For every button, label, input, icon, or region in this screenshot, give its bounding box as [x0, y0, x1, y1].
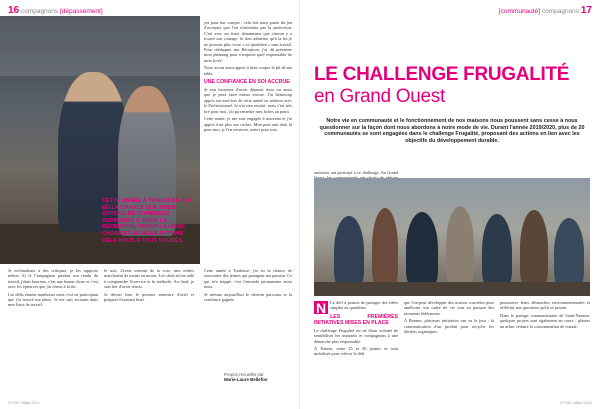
- author-credit: [224, 372, 292, 382]
- photo-wall: [0, 16, 200, 76]
- article-title: LE CHALLENGE FRUGALITÉ: [314, 64, 570, 85]
- right-column-2: [404, 300, 494, 396]
- right-page: [300, 0, 600, 409]
- drop-cap: N: [316, 300, 327, 316]
- credit-label: Propos recueillis par: [224, 372, 264, 377]
- right-c1-para-3: Le challenge Frugalité est né d'une volonté de sensibiliser les aspirants et compagnons à une démarche plus responsable.: [314, 327, 398, 344]
- group-person-4: [446, 206, 474, 286]
- right-c3-para-1: poursuivre leurs démarches environnementales et réfléchir aux questions qu'ils se posent.: [500, 300, 590, 311]
- right-c1-dropcap-para: [314, 300, 398, 316]
- pull-quote: CETTE ANNÉE À TOULOUSE J'AI EU LA CHANCE QUE NOUS SOYONS DE NOMBREUX ASPIRANTS À TENIR LA RÉCEPTION, VIVANT LA MÊME CHOSE ET AU MÊME RYTHME CELA NOUS A TOUS SOUDÉS.: [102, 198, 191, 244]
- left-c2-para-1: Je m'entraînais à des critiques, je les rapporte même. Si le Compagnon produit son rendu du travail, j'étais heureux, c'est une bonne chose et c'est avec les épreuves que j'ai réussi à la fin.: [8, 268, 98, 290]
- group-photo-floor: [314, 282, 590, 296]
- left-c1-para-3: Je suis heureuse d'avoir dépassé, mon cas aussi que je peux faire mieux encore. J'ai beaucoup appris sur moi-lors de cette année en relation avec le Professionnel. Je n'ai rien remisé, mais c'est très tiré pour moi, j'ai pu remettre mes fiches au point.: [204, 87, 292, 114]
- right-running-header: [499, 5, 592, 16]
- group-photo: [314, 178, 590, 296]
- left-c4-para-1: Cette année à Toulouse, j'ai eu la chance de rencontrer des jeunes qui partagent ma passion. Ce qui m'a frappé, c'est l'entraide permanente entre nous.: [204, 268, 292, 290]
- left-subsection-label: [dépassement]: [59, 8, 103, 15]
- left-page-number: 16: [8, 5, 20, 16]
- group-person-1: [334, 216, 364, 286]
- left-running-header: [8, 5, 103, 16]
- right-c1-para-2: Le défi a permis de partager des idées simples au quotidien.: [330, 300, 398, 311]
- left-c2-para-2: Les défis étaient nombreux mais c'est en participant que j'ai trouvé ma place. Je me suis reconnu dans mes lieux de travail.: [8, 291, 98, 308]
- left-column-3: [104, 268, 194, 396]
- right-subsection-label: [communauté]: [498, 8, 541, 15]
- left-c1-para-4: Cette année, je me suis engagée à nouveau et j'ai appris à ne plus me cacher. Mon petit ami était là pour moi, je l'en remercie, merci pour tout.: [204, 116, 292, 132]
- left-c1-para-1: jeu pour but compte ; cela fait aussi partie du jeu d'accepter que l'on n'atteindra pas la perfection. C'est avec un franc dynamisme que chacun y a trouvé son courage. Je dois admettre qu'à la fin je ne pouvais plus vivre « ce quotidien » sans travail. Pour rééduquer ma Réception, j'ai dû présenter mon planning pour n'importe quel responsable de mon lycée.: [204, 20, 292, 63]
- right-column-1: [314, 300, 398, 396]
- group-person-6: [520, 210, 548, 286]
- right-c1-heading: LES PREMIÈRES INITIATIVES MISES EN PLACE: [314, 313, 398, 326]
- right-c2-para-1: que l'on peut développer des actions concrètes pour améliorer son cadre de vie tout en passant des moments fédérateurs.: [404, 300, 494, 316]
- right-c2-para-2: À Rennes, plusieurs initiatives ont vu le jour : la communication d'un produit pour recycler les déchets organiques.: [404, 318, 494, 335]
- left-section-label: compagnons: [20, 8, 59, 15]
- right-c3-para-2: Dans le partage communautaire de Saint-Nazaire, quelques projets sont également en cours : planter un arbre, réduire la consommation de viande.: [500, 312, 590, 329]
- right-footer: N°206 / Mars 2021: [560, 401, 592, 405]
- article-lead: Notre vie en communauté et le fonctionnement de nos maisons nous poussent sans cesse à nous questionner sur la façon dont nous abordons à notre mode de vie. Durant l'année 2019/2020, plus de 20 communautés se sont engagées dans le challenge Frugalité, proposant des actions en lien avec les objectifs du développement durable.: [319, 118, 585, 144]
- left-c3-para-1: le suis. J'avais souvent de la voix, mes ordres marchaient de moins en moins. Les chefs m'ont aidé à comprendre l'exercice et la méthode. Au final, je suis fier d'avoir réussi.: [104, 268, 194, 290]
- group-person-5: [482, 214, 512, 286]
- right-page-number: 17: [580, 5, 592, 16]
- right-section-label: compagnons: [541, 8, 580, 15]
- left-column-1: [204, 20, 292, 262]
- left-c1-para-2: Nous avons aussi appris à bien couper le pli de ma table.: [204, 65, 292, 76]
- left-c4-para-2: Je mesure aujourd'hui le chemin parcouru et la confiance gagnée.: [204, 291, 292, 303]
- left-column-2: [8, 268, 98, 396]
- right-column-3: [500, 300, 590, 396]
- left-c3-para-2: Je devais finir le premier semestre d'avril et préparer l'examen final.: [104, 291, 194, 303]
- group-person-3: [406, 212, 438, 286]
- right-c1-para-1: ombreux ont participé à ce challenge. Au Grand: [314, 170, 398, 175]
- credit-name: Marie-Laure Bellefon: [224, 377, 268, 383]
- left-c1-heading: UNE CONFIANCE EN SOI ACCRUE: [204, 79, 290, 86]
- left-footer: N°206 / Mars 2021: [8, 401, 40, 405]
- group-person-7: [554, 218, 584, 286]
- right-column-1-top: [314, 170, 398, 176]
- group-person-2: [372, 208, 398, 286]
- right-c1-para-4: À Nantes, entre 25 et 30 jeunes se sont mobilisés pour relever le défi.: [314, 346, 398, 357]
- article-subtitle: en Grand Ouest: [314, 86, 445, 107]
